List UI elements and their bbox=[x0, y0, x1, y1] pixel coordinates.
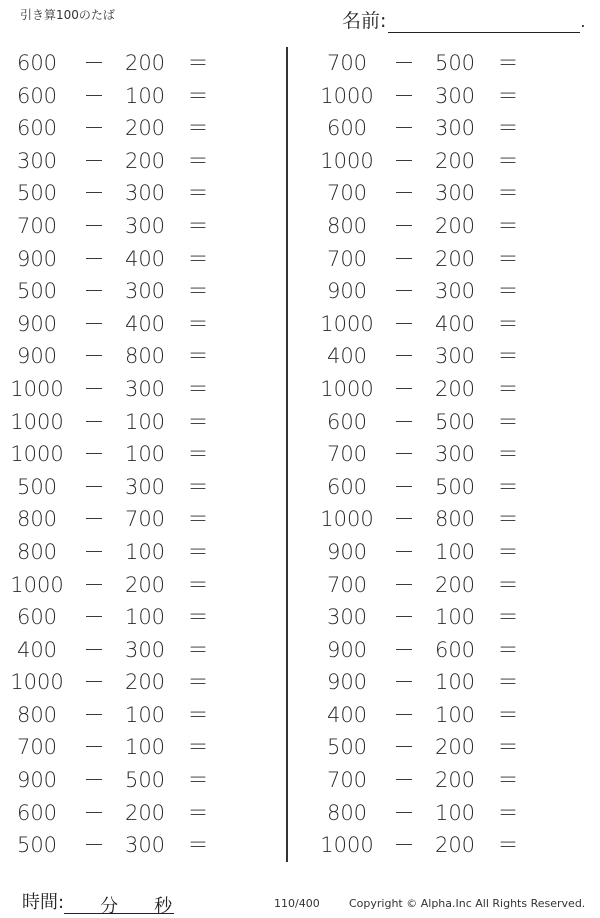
equals-sign: ＝ bbox=[187, 181, 209, 206]
name-field bbox=[342, 6, 586, 33]
copyright: Copyright © Alpha.Inc All Rights Reserved. bbox=[349, 897, 586, 910]
minus-sign: － bbox=[83, 442, 105, 467]
subtrahend: 100 bbox=[124, 83, 166, 108]
minuend: 600 bbox=[16, 51, 58, 75]
minuend: 500 bbox=[326, 735, 368, 760]
problem-row bbox=[318, 797, 568, 830]
equals-sign: ＝ bbox=[187, 768, 209, 793]
subtrahend: 100 bbox=[124, 442, 166, 467]
minuend: 1000 bbox=[320, 376, 374, 401]
equals-sign: ＝ bbox=[497, 539, 519, 564]
minuend: 700 bbox=[16, 213, 58, 238]
problem-row bbox=[318, 438, 568, 471]
subtrahend: 300 bbox=[124, 213, 166, 238]
minus-sign: － bbox=[393, 442, 415, 467]
subtrahend: 300 bbox=[124, 474, 166, 499]
minuend: 600 bbox=[16, 800, 58, 825]
equals-sign: ＝ bbox=[497, 702, 519, 727]
problem-row bbox=[318, 177, 568, 210]
problem-row bbox=[318, 80, 568, 113]
subtrahend: 300 bbox=[434, 279, 476, 304]
minuend: 600 bbox=[326, 474, 368, 499]
minus-sign: － bbox=[393, 702, 415, 727]
minus-sign: － bbox=[393, 279, 415, 304]
equals-sign: ＝ bbox=[497, 735, 519, 760]
minuend: 700 bbox=[326, 181, 368, 206]
minuend: 400 bbox=[326, 702, 368, 727]
equals-sign: ＝ bbox=[187, 83, 209, 108]
minus-sign: － bbox=[83, 148, 105, 173]
minus-sign: － bbox=[393, 768, 415, 793]
equals-sign: ＝ bbox=[497, 833, 519, 858]
problem-row bbox=[8, 406, 258, 439]
subtrahend: 300 bbox=[124, 833, 166, 858]
minuend: 1000 bbox=[10, 409, 64, 434]
minus-sign: － bbox=[83, 246, 105, 271]
subtrahend: 500 bbox=[434, 474, 476, 499]
minuend: 400 bbox=[16, 637, 58, 662]
minuend: 900 bbox=[326, 279, 368, 304]
minus-sign: － bbox=[393, 311, 415, 336]
equals-sign: ＝ bbox=[187, 735, 209, 760]
minus-sign: － bbox=[83, 539, 105, 564]
column-divider bbox=[286, 47, 288, 862]
problem-row bbox=[8, 210, 258, 243]
subtrahend: 100 bbox=[434, 539, 476, 564]
minuend: 1000 bbox=[10, 442, 64, 467]
equals-sign: ＝ bbox=[497, 246, 519, 271]
subtrahend: 100 bbox=[124, 409, 166, 434]
problem-row bbox=[318, 601, 568, 634]
minuend: 300 bbox=[16, 148, 58, 173]
problem-row bbox=[8, 275, 258, 308]
problem-row bbox=[318, 829, 568, 862]
subtrahend: 200 bbox=[124, 116, 166, 141]
left-problem-column bbox=[8, 47, 258, 862]
minus-sign: － bbox=[393, 474, 415, 499]
equals-sign: ＝ bbox=[497, 605, 519, 630]
minuend: 700 bbox=[326, 442, 368, 467]
minus-sign: － bbox=[393, 409, 415, 434]
minus-sign: － bbox=[83, 51, 105, 75]
minus-sign: － bbox=[393, 83, 415, 108]
minus-sign: － bbox=[83, 83, 105, 108]
subtrahend: 300 bbox=[124, 637, 166, 662]
minuend: 700 bbox=[16, 735, 58, 760]
minuend: 900 bbox=[16, 768, 58, 793]
minus-sign: － bbox=[393, 800, 415, 825]
problem-row bbox=[318, 373, 568, 406]
problem-row bbox=[318, 275, 568, 308]
subtrahend: 300 bbox=[434, 83, 476, 108]
problem-row bbox=[8, 764, 258, 797]
equals-sign: ＝ bbox=[187, 474, 209, 499]
problem-row bbox=[8, 145, 258, 178]
equals-sign: ＝ bbox=[187, 409, 209, 434]
problem-row bbox=[318, 731, 568, 764]
subtrahend: 200 bbox=[434, 376, 476, 401]
name-end-dot: . bbox=[580, 12, 586, 31]
subtrahend: 300 bbox=[434, 442, 476, 467]
equals-sign: ＝ bbox=[497, 279, 519, 304]
problem-row bbox=[8, 177, 258, 210]
problem-row bbox=[318, 471, 568, 504]
minus-sign: － bbox=[83, 213, 105, 238]
minuend: 500 bbox=[16, 833, 58, 858]
minuend: 900 bbox=[326, 637, 368, 662]
minus-sign: － bbox=[83, 670, 105, 695]
equals-sign: ＝ bbox=[497, 51, 519, 75]
minus-sign: － bbox=[83, 376, 105, 401]
minus-sign: － bbox=[393, 376, 415, 401]
equals-sign: ＝ bbox=[187, 246, 209, 271]
problem-row bbox=[8, 569, 258, 602]
equals-sign: ＝ bbox=[187, 833, 209, 858]
problem-row bbox=[318, 243, 568, 276]
minuend: 800 bbox=[326, 800, 368, 825]
problem-row bbox=[8, 80, 258, 113]
right-problem-column bbox=[318, 47, 568, 862]
minus-sign: － bbox=[83, 474, 105, 499]
minus-sign: － bbox=[393, 670, 415, 695]
subtrahend: 600 bbox=[434, 637, 476, 662]
problem-row bbox=[318, 210, 568, 243]
minus-sign: － bbox=[83, 735, 105, 760]
time-field bbox=[22, 888, 174, 917]
subtrahend: 300 bbox=[434, 116, 476, 141]
subtrahend: 800 bbox=[124, 344, 166, 369]
equals-sign: ＝ bbox=[187, 800, 209, 825]
equals-sign: ＝ bbox=[497, 442, 519, 467]
equals-sign: ＝ bbox=[187, 507, 209, 532]
minuend: 800 bbox=[326, 213, 368, 238]
equals-sign: ＝ bbox=[497, 768, 519, 793]
problem-row bbox=[8, 243, 258, 276]
equals-sign: ＝ bbox=[187, 702, 209, 727]
subtrahend: 200 bbox=[434, 735, 476, 760]
subtrahend: 800 bbox=[434, 507, 476, 532]
subtrahend: 200 bbox=[124, 148, 166, 173]
minuend: 700 bbox=[326, 51, 368, 75]
problem-row bbox=[8, 731, 258, 764]
equals-sign: ＝ bbox=[187, 344, 209, 369]
minus-sign: － bbox=[393, 213, 415, 238]
minuend: 500 bbox=[16, 181, 58, 206]
subtrahend: 200 bbox=[124, 670, 166, 695]
subtrahend: 100 bbox=[434, 605, 476, 630]
problem-row bbox=[8, 634, 258, 667]
subtrahend: 500 bbox=[124, 768, 166, 793]
name-blank[interactable] bbox=[388, 14, 580, 33]
minus-sign: － bbox=[83, 181, 105, 206]
minus-sign: － bbox=[393, 637, 415, 662]
subtrahend: 100 bbox=[434, 670, 476, 695]
minuend: 600 bbox=[16, 605, 58, 630]
problem-row bbox=[318, 340, 568, 373]
subtrahend: 500 bbox=[434, 51, 476, 75]
minuend: 600 bbox=[16, 116, 58, 141]
problem-row bbox=[8, 373, 258, 406]
problem-row bbox=[8, 829, 258, 862]
minus-sign: － bbox=[83, 409, 105, 434]
subtrahend: 200 bbox=[434, 148, 476, 173]
time-label: 時間: bbox=[22, 892, 65, 913]
problem-row bbox=[318, 536, 568, 569]
problem-row bbox=[318, 569, 568, 602]
minuend: 1000 bbox=[10, 572, 64, 597]
problem-row bbox=[318, 666, 568, 699]
subtrahend: 100 bbox=[434, 702, 476, 727]
problem-row bbox=[318, 764, 568, 797]
subtrahend: 100 bbox=[124, 539, 166, 564]
minus-sign: － bbox=[393, 148, 415, 173]
subtrahend: 100 bbox=[124, 605, 166, 630]
minus-sign: － bbox=[393, 833, 415, 858]
problem-row bbox=[318, 699, 568, 732]
equals-sign: ＝ bbox=[497, 800, 519, 825]
minus-sign: － bbox=[393, 344, 415, 369]
minus-sign: － bbox=[393, 735, 415, 760]
subtrahend: 400 bbox=[124, 311, 166, 336]
minus-sign: － bbox=[393, 605, 415, 630]
subtrahend: 500 bbox=[434, 409, 476, 434]
problem-row bbox=[318, 503, 568, 536]
minus-sign: － bbox=[83, 702, 105, 727]
equals-sign: ＝ bbox=[187, 670, 209, 695]
minus-sign: － bbox=[393, 51, 415, 75]
problem-row bbox=[8, 797, 258, 830]
minuend: 1000 bbox=[10, 376, 64, 401]
subtrahend: 300 bbox=[124, 279, 166, 304]
minuend: 1000 bbox=[320, 83, 374, 108]
subtrahend: 200 bbox=[434, 768, 476, 793]
minuend: 900 bbox=[16, 246, 58, 271]
minus-sign: － bbox=[83, 572, 105, 597]
minuend: 900 bbox=[326, 670, 368, 695]
minuend: 1000 bbox=[10, 670, 64, 695]
name-label: 名前: bbox=[342, 10, 387, 32]
minus-sign: － bbox=[393, 507, 415, 532]
equals-sign: ＝ bbox=[497, 181, 519, 206]
equals-sign: ＝ bbox=[187, 637, 209, 662]
minuend: 400 bbox=[326, 344, 368, 369]
minuend: 600 bbox=[326, 116, 368, 141]
problem-row bbox=[8, 471, 258, 504]
subtrahend: 100 bbox=[434, 800, 476, 825]
minus-sign: － bbox=[83, 116, 105, 141]
subtrahend: 200 bbox=[124, 572, 166, 597]
subtrahend: 300 bbox=[434, 344, 476, 369]
minus-sign: － bbox=[393, 116, 415, 141]
subtrahend: 200 bbox=[434, 833, 476, 858]
equals-sign: ＝ bbox=[497, 572, 519, 597]
subtrahend: 300 bbox=[434, 181, 476, 206]
minus-sign: － bbox=[83, 311, 105, 336]
problem-row bbox=[8, 666, 258, 699]
minuend: 600 bbox=[16, 83, 58, 108]
subtrahend: 200 bbox=[434, 572, 476, 597]
problem-row bbox=[8, 503, 258, 536]
equals-sign: ＝ bbox=[497, 507, 519, 532]
minuend: 700 bbox=[326, 572, 368, 597]
worksheet-title: 引き算100のたば bbox=[20, 8, 115, 22]
problem-row bbox=[318, 112, 568, 145]
equals-sign: ＝ bbox=[187, 539, 209, 564]
equals-sign: ＝ bbox=[497, 409, 519, 434]
minus-sign: － bbox=[83, 279, 105, 304]
problem-row bbox=[8, 699, 258, 732]
equals-sign: ＝ bbox=[187, 605, 209, 630]
minus-sign: － bbox=[83, 768, 105, 793]
subtrahend: 100 bbox=[124, 702, 166, 727]
minus-sign: － bbox=[83, 605, 105, 630]
problem-row bbox=[8, 340, 258, 373]
problem-row bbox=[8, 112, 258, 145]
minuend: 500 bbox=[16, 474, 58, 499]
minuend: 700 bbox=[326, 768, 368, 793]
equals-sign: ＝ bbox=[497, 213, 519, 238]
subtrahend: 100 bbox=[124, 735, 166, 760]
minus-sign: － bbox=[393, 539, 415, 564]
minuend: 900 bbox=[326, 539, 368, 564]
minus-sign: － bbox=[83, 507, 105, 532]
minuend: 900 bbox=[16, 311, 58, 336]
problem-row bbox=[318, 47, 568, 80]
equals-sign: ＝ bbox=[497, 116, 519, 141]
equals-sign: ＝ bbox=[497, 637, 519, 662]
subtrahend: 200 bbox=[434, 246, 476, 271]
time-blank[interactable] bbox=[64, 893, 174, 917]
subtrahend: 300 bbox=[124, 376, 166, 401]
problem-row bbox=[8, 536, 258, 569]
minuend: 600 bbox=[326, 409, 368, 434]
minus-sign: － bbox=[393, 572, 415, 597]
minus-sign: － bbox=[83, 833, 105, 858]
problem-row bbox=[318, 634, 568, 667]
minuend: 700 bbox=[326, 246, 368, 271]
equals-sign: ＝ bbox=[497, 670, 519, 695]
problem-row bbox=[318, 406, 568, 439]
minuend: 1000 bbox=[320, 148, 374, 173]
equals-sign: ＝ bbox=[187, 572, 209, 597]
minuend: 1000 bbox=[320, 311, 374, 336]
problem-row bbox=[318, 308, 568, 341]
page-number: 110/400 bbox=[274, 897, 320, 910]
equals-sign: ＝ bbox=[187, 148, 209, 173]
equals-sign: ＝ bbox=[187, 279, 209, 304]
minuend: 800 bbox=[16, 702, 58, 727]
subtrahend: 400 bbox=[434, 311, 476, 336]
equals-sign: ＝ bbox=[497, 376, 519, 401]
equals-sign: ＝ bbox=[497, 474, 519, 499]
minus-sign: － bbox=[83, 800, 105, 825]
problem-row bbox=[8, 438, 258, 471]
seconds-unit: 秒 bbox=[154, 896, 173, 917]
minuend: 500 bbox=[16, 279, 58, 304]
subtrahend: 700 bbox=[124, 507, 166, 532]
equals-sign: ＝ bbox=[187, 311, 209, 336]
problem-row bbox=[8, 601, 258, 634]
subtrahend: 400 bbox=[124, 246, 166, 271]
equals-sign: ＝ bbox=[497, 344, 519, 369]
minus-sign: － bbox=[393, 181, 415, 206]
problem-row bbox=[8, 47, 258, 80]
subtrahend: 200 bbox=[124, 800, 166, 825]
problem-row bbox=[318, 145, 568, 178]
equals-sign: ＝ bbox=[497, 311, 519, 336]
subtrahend: 200 bbox=[124, 51, 166, 75]
equals-sign: ＝ bbox=[187, 442, 209, 467]
subtrahend: 200 bbox=[434, 213, 476, 238]
minuend: 900 bbox=[16, 344, 58, 369]
minuend: 300 bbox=[326, 605, 368, 630]
equals-sign: ＝ bbox=[497, 148, 519, 173]
minuend: 1000 bbox=[320, 833, 374, 858]
minuend: 800 bbox=[16, 539, 58, 564]
minus-sign: － bbox=[393, 246, 415, 271]
minutes-unit: 分 bbox=[100, 896, 119, 917]
minus-sign: － bbox=[83, 637, 105, 662]
problem-row bbox=[8, 308, 258, 341]
minuend: 800 bbox=[16, 507, 58, 532]
minus-sign: － bbox=[83, 344, 105, 369]
equals-sign: ＝ bbox=[187, 116, 209, 141]
equals-sign: ＝ bbox=[187, 213, 209, 238]
equals-sign: ＝ bbox=[187, 376, 209, 401]
minuend: 1000 bbox=[320, 507, 374, 532]
subtrahend: 300 bbox=[124, 181, 166, 206]
equals-sign: ＝ bbox=[187, 51, 209, 75]
equals-sign: ＝ bbox=[497, 83, 519, 108]
